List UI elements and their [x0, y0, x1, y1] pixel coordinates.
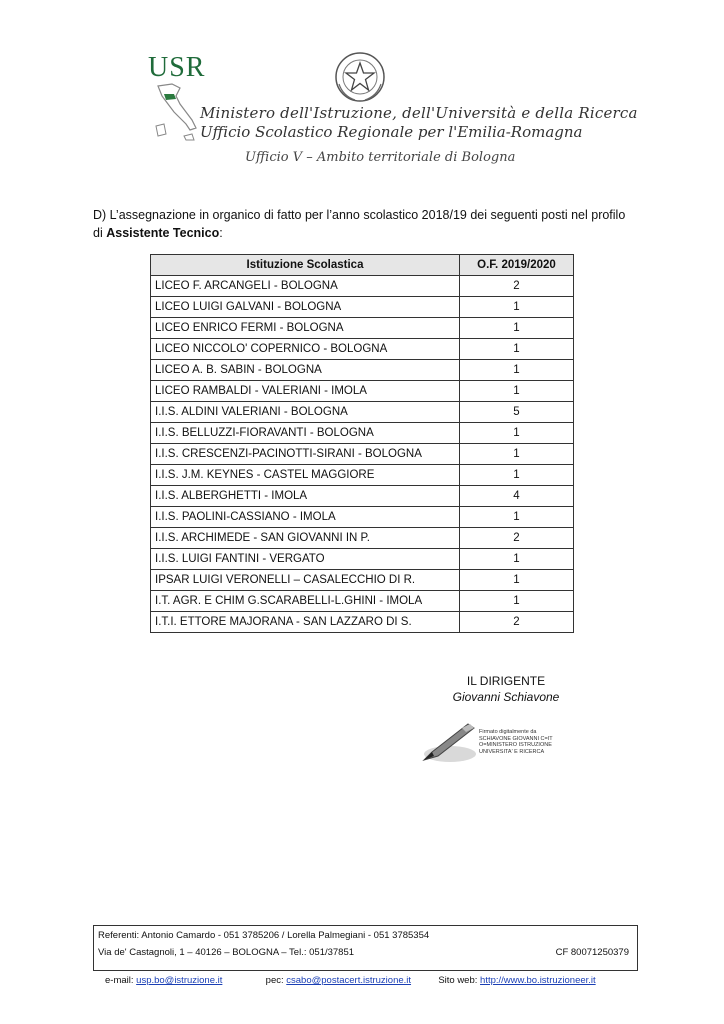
footer-contacts	[105, 975, 635, 986]
posts-count-cell: 1	[460, 507, 574, 528]
school-cell: I.I.S. ARCHIMEDE - SAN GIOVANNI IN P.	[151, 528, 460, 549]
school-cell: LICEO A. B. SABIN - BOLOGNA	[151, 360, 460, 381]
posts-count-cell: 1	[460, 360, 574, 381]
ministry-name: Ministero dell'Istruzione, dell'Università e della Ricerca	[200, 104, 638, 122]
table-row	[151, 612, 574, 633]
school-cell: LICEO RAMBALDI - VALERIANI - IMOLA	[151, 381, 460, 402]
pen-icon	[418, 718, 478, 764]
posts-count-cell: 1	[460, 444, 574, 465]
school-cell: LICEO F. ARCANGELI - BOLOGNA	[151, 276, 460, 297]
posts-count-cell: 1	[460, 570, 574, 591]
table-row	[151, 381, 574, 402]
table-body	[151, 276, 574, 633]
posts-count-cell: 1	[460, 297, 574, 318]
table-row	[151, 402, 574, 423]
office-name: Ufficio Scolastico Regionale per l'Emilia-Romagna	[200, 123, 583, 141]
table-row	[151, 276, 574, 297]
table-row	[151, 528, 574, 549]
footer-cf: CF 80071250379	[555, 947, 629, 958]
intro-profile: Assistente Tecnico	[106, 226, 220, 240]
footer-referenti: Referenti: Antonio Camardo - 051 3785206 / Lorella Palmegiani - 051 3785354	[98, 930, 430, 941]
table-row	[151, 318, 574, 339]
digital-signature-note: Firmato digitalmente da SCHIAVONE GIOVANNI C=IT O=MINISTERO ISTRUZIONE UNIVERSITA' E RICERCA	[479, 729, 553, 755]
posts-table	[150, 254, 574, 633]
posts-count-cell: 1	[460, 549, 574, 570]
posts-count-cell: 1	[460, 423, 574, 444]
italy-map-icon	[150, 82, 200, 144]
school-cell: I.I.S. J.M. KEYNES - CASTEL MAGGIORE	[151, 465, 460, 486]
pec-label: pec:	[265, 975, 284, 986]
intro-text: D) L’assegnazione in organico di fatto per l’anno scolastico 2018/19 dei seguenti posti nel profilo di	[93, 208, 626, 240]
school-cell: I.T.I. ETTORE MAJORANA - SAN LAZZARO DI S.	[151, 612, 460, 633]
intro-suffix: :	[219, 226, 223, 240]
school-cell: I.I.S. PAOLINI-CASSIANO - IMOLA	[151, 507, 460, 528]
header-school: Istituzione Scolastica	[151, 255, 460, 276]
school-cell: I.I.S. BELLUZZI-FIORAVANTI - BOLOGNA	[151, 423, 460, 444]
table-row	[151, 486, 574, 507]
school-cell: I.I.S. LUIGI FANTINI - VERGATO	[151, 549, 460, 570]
school-cell: IPSAR LUIGI VERONELLI – CASALECCHIO DI R.	[151, 570, 460, 591]
posts-count-cell: 1	[460, 339, 574, 360]
school-cell: I.I.S. CRESCENZI-PACINOTTI-SIRANI - BOLOGNA	[151, 444, 460, 465]
signature-name: Giovanni Schiavone	[452, 690, 560, 704]
ambito-name: Ufficio V – Ambito territoriale di Bologna	[245, 150, 516, 165]
posts-count-cell: 5	[460, 402, 574, 423]
pec-link[interactable]: csabo@postacert.istruzione.it	[286, 975, 412, 986]
web-link[interactable]: http://www.bo.istruzioneer.it	[480, 975, 596, 986]
email-label: e-mail:	[105, 975, 134, 986]
school-cell: I.I.S. ALBERGHETTI - IMOLA	[151, 486, 460, 507]
table-row	[151, 423, 574, 444]
posts-count-cell: 1	[460, 465, 574, 486]
table-row	[151, 465, 574, 486]
posts-count-cell: 1	[460, 318, 574, 339]
email-link[interactable]: usp.bo@istruzione.it	[136, 975, 223, 986]
posts-count-cell: 2	[460, 612, 574, 633]
intro-paragraph	[93, 206, 638, 242]
school-cell: LICEO ENRICO FERMI - BOLOGNA	[151, 318, 460, 339]
posts-count-cell: 2	[460, 276, 574, 297]
republic-emblem-icon	[333, 50, 387, 104]
school-cell: I.T. AGR. E CHIM G.SCARABELLI-L.GHINI - IMOLA	[151, 591, 460, 612]
table-header-row	[151, 255, 574, 276]
signature-title: IL DIRIGENTE	[466, 674, 546, 688]
table-row	[151, 507, 574, 528]
usr-logo: USR	[148, 52, 206, 83]
web-label: Sito web:	[438, 975, 478, 986]
table-row	[151, 339, 574, 360]
school-cell: I.I.S. ALDINI VALERIANI - BOLOGNA	[151, 402, 460, 423]
table-row	[151, 297, 574, 318]
table-row	[151, 360, 574, 381]
posts-count-cell: 1	[460, 381, 574, 402]
table-row	[151, 549, 574, 570]
school-cell: LICEO NICCOLO' COPERNICO - BOLOGNA	[151, 339, 460, 360]
table-row	[151, 570, 574, 591]
table-row	[151, 444, 574, 465]
posts-count-cell: 1	[460, 591, 574, 612]
table-row	[151, 591, 574, 612]
footer-box	[93, 925, 638, 971]
posts-count-cell: 2	[460, 528, 574, 549]
letterhead	[0, 0, 724, 180]
posts-count-cell: 4	[460, 486, 574, 507]
footer-address: Via de' Castagnoli, 1 – 40126 – BOLOGNA – Tel.: 051/37851	[98, 947, 355, 958]
school-cell: LICEO LUIGI GALVANI - BOLOGNA	[151, 297, 460, 318]
header-of: O.F. 2019/2020	[460, 255, 574, 276]
